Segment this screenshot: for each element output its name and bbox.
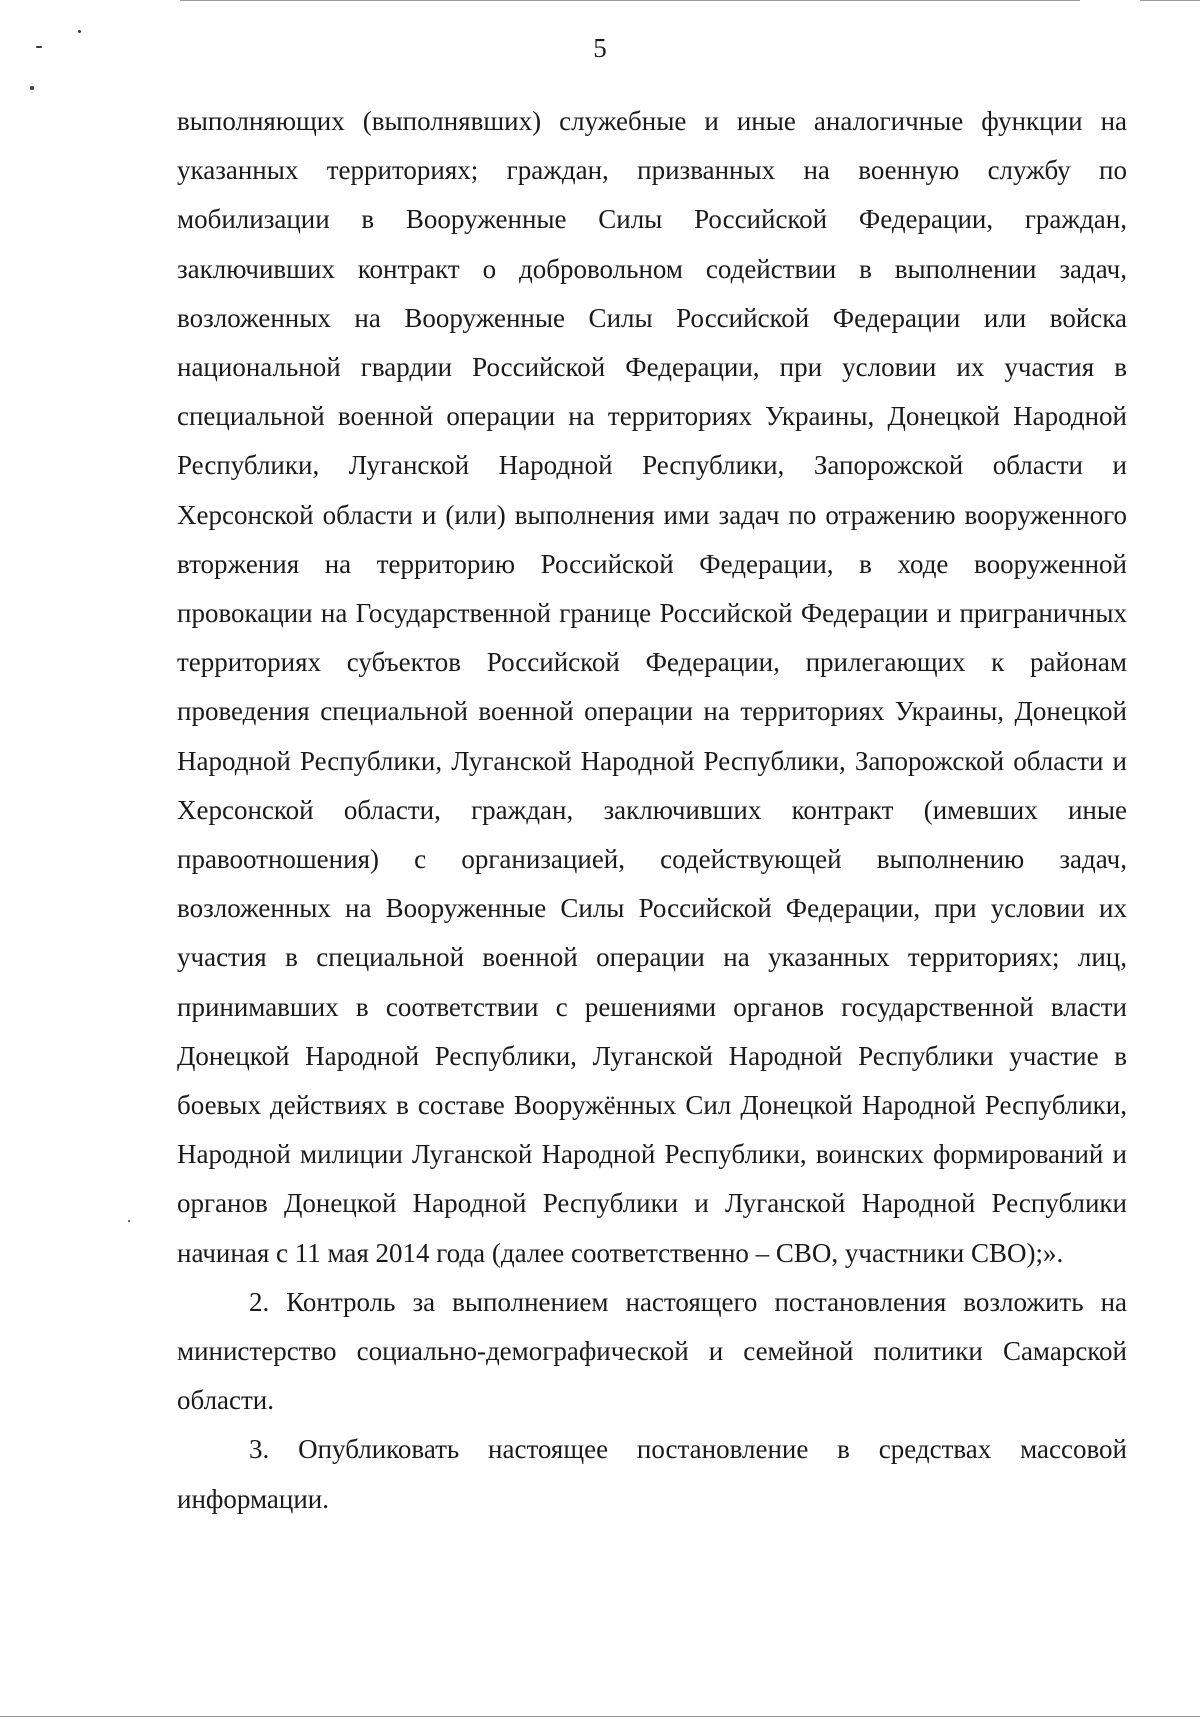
scan-edge-top <box>180 0 1080 1</box>
scan-edge-top-right <box>1140 0 1200 1</box>
paragraph-item-2: 2. Контроль за выполнением настоящего постановления возложить на министерство социально-демографической и семейной политики Самарской области. <box>177 1286 1127 1416</box>
paragraph-continued: выполняющих (выполнявших) служебные и иные аналогичные функции на указанных территориях; граждан, призванных на военную службу по мобилизации в Вооруженные Силы Российской Федерации, граждан, заключивших контракт о добровольном содействии в выполнении задач, возложенных на Вооруженные Силы Российской Федерации или войска национальной гвардии Российской Федерации, при условии их участия в специальной военной операции на территориях Украины, Донецкой Народной Республики, Луганской Народной Республики, Запорожской области и Херсонской области и (или) выполнения ими задач по отражению вооруженного вторжения на территорию Российской Федерации, в ходе вооруженной провокации на Государственной границе Российской Федерации и приграничных территориях субъектов Российской Федерации, прилегающих к районам проведения специальной военной операции на территориях Украины, Донецкой Народной Республики, Луганской Народной Республики, Запорожской области и Херсонской области, граждан, заключивших контракт (имевших иные правоотношения) с организацией, содействующей выполнению задач, возложенных на Вооруженные Силы Российской Федерации, при условии их участия в специальной военной операции на указанных территориях; лиц, принимавших в соответствии с решениями органов государственной власти Донецкой Народной Республики, Луганской Народной Республики участие в боевых действиях в составе Вооружённых Сил Донецкой Народной Республики, Народной милиции Луганской Народной Республики, воинских формирований и органов Донецкой Народной Республики и Луганской Народной Республики начиная с 11 мая 2014 года (далее соответственно – СВО, участники СВО);». <box>177 106 1127 1268</box>
document-body <box>177 97 1127 1524</box>
paragraph-item-3: 3. Опубликовать настоящее постановление в средствах массовой информации. <box>177 1434 1127 1514</box>
page-number: 5 <box>593 33 607 63</box>
scan-speck <box>30 86 34 90</box>
scan-speck <box>128 1220 130 1222</box>
